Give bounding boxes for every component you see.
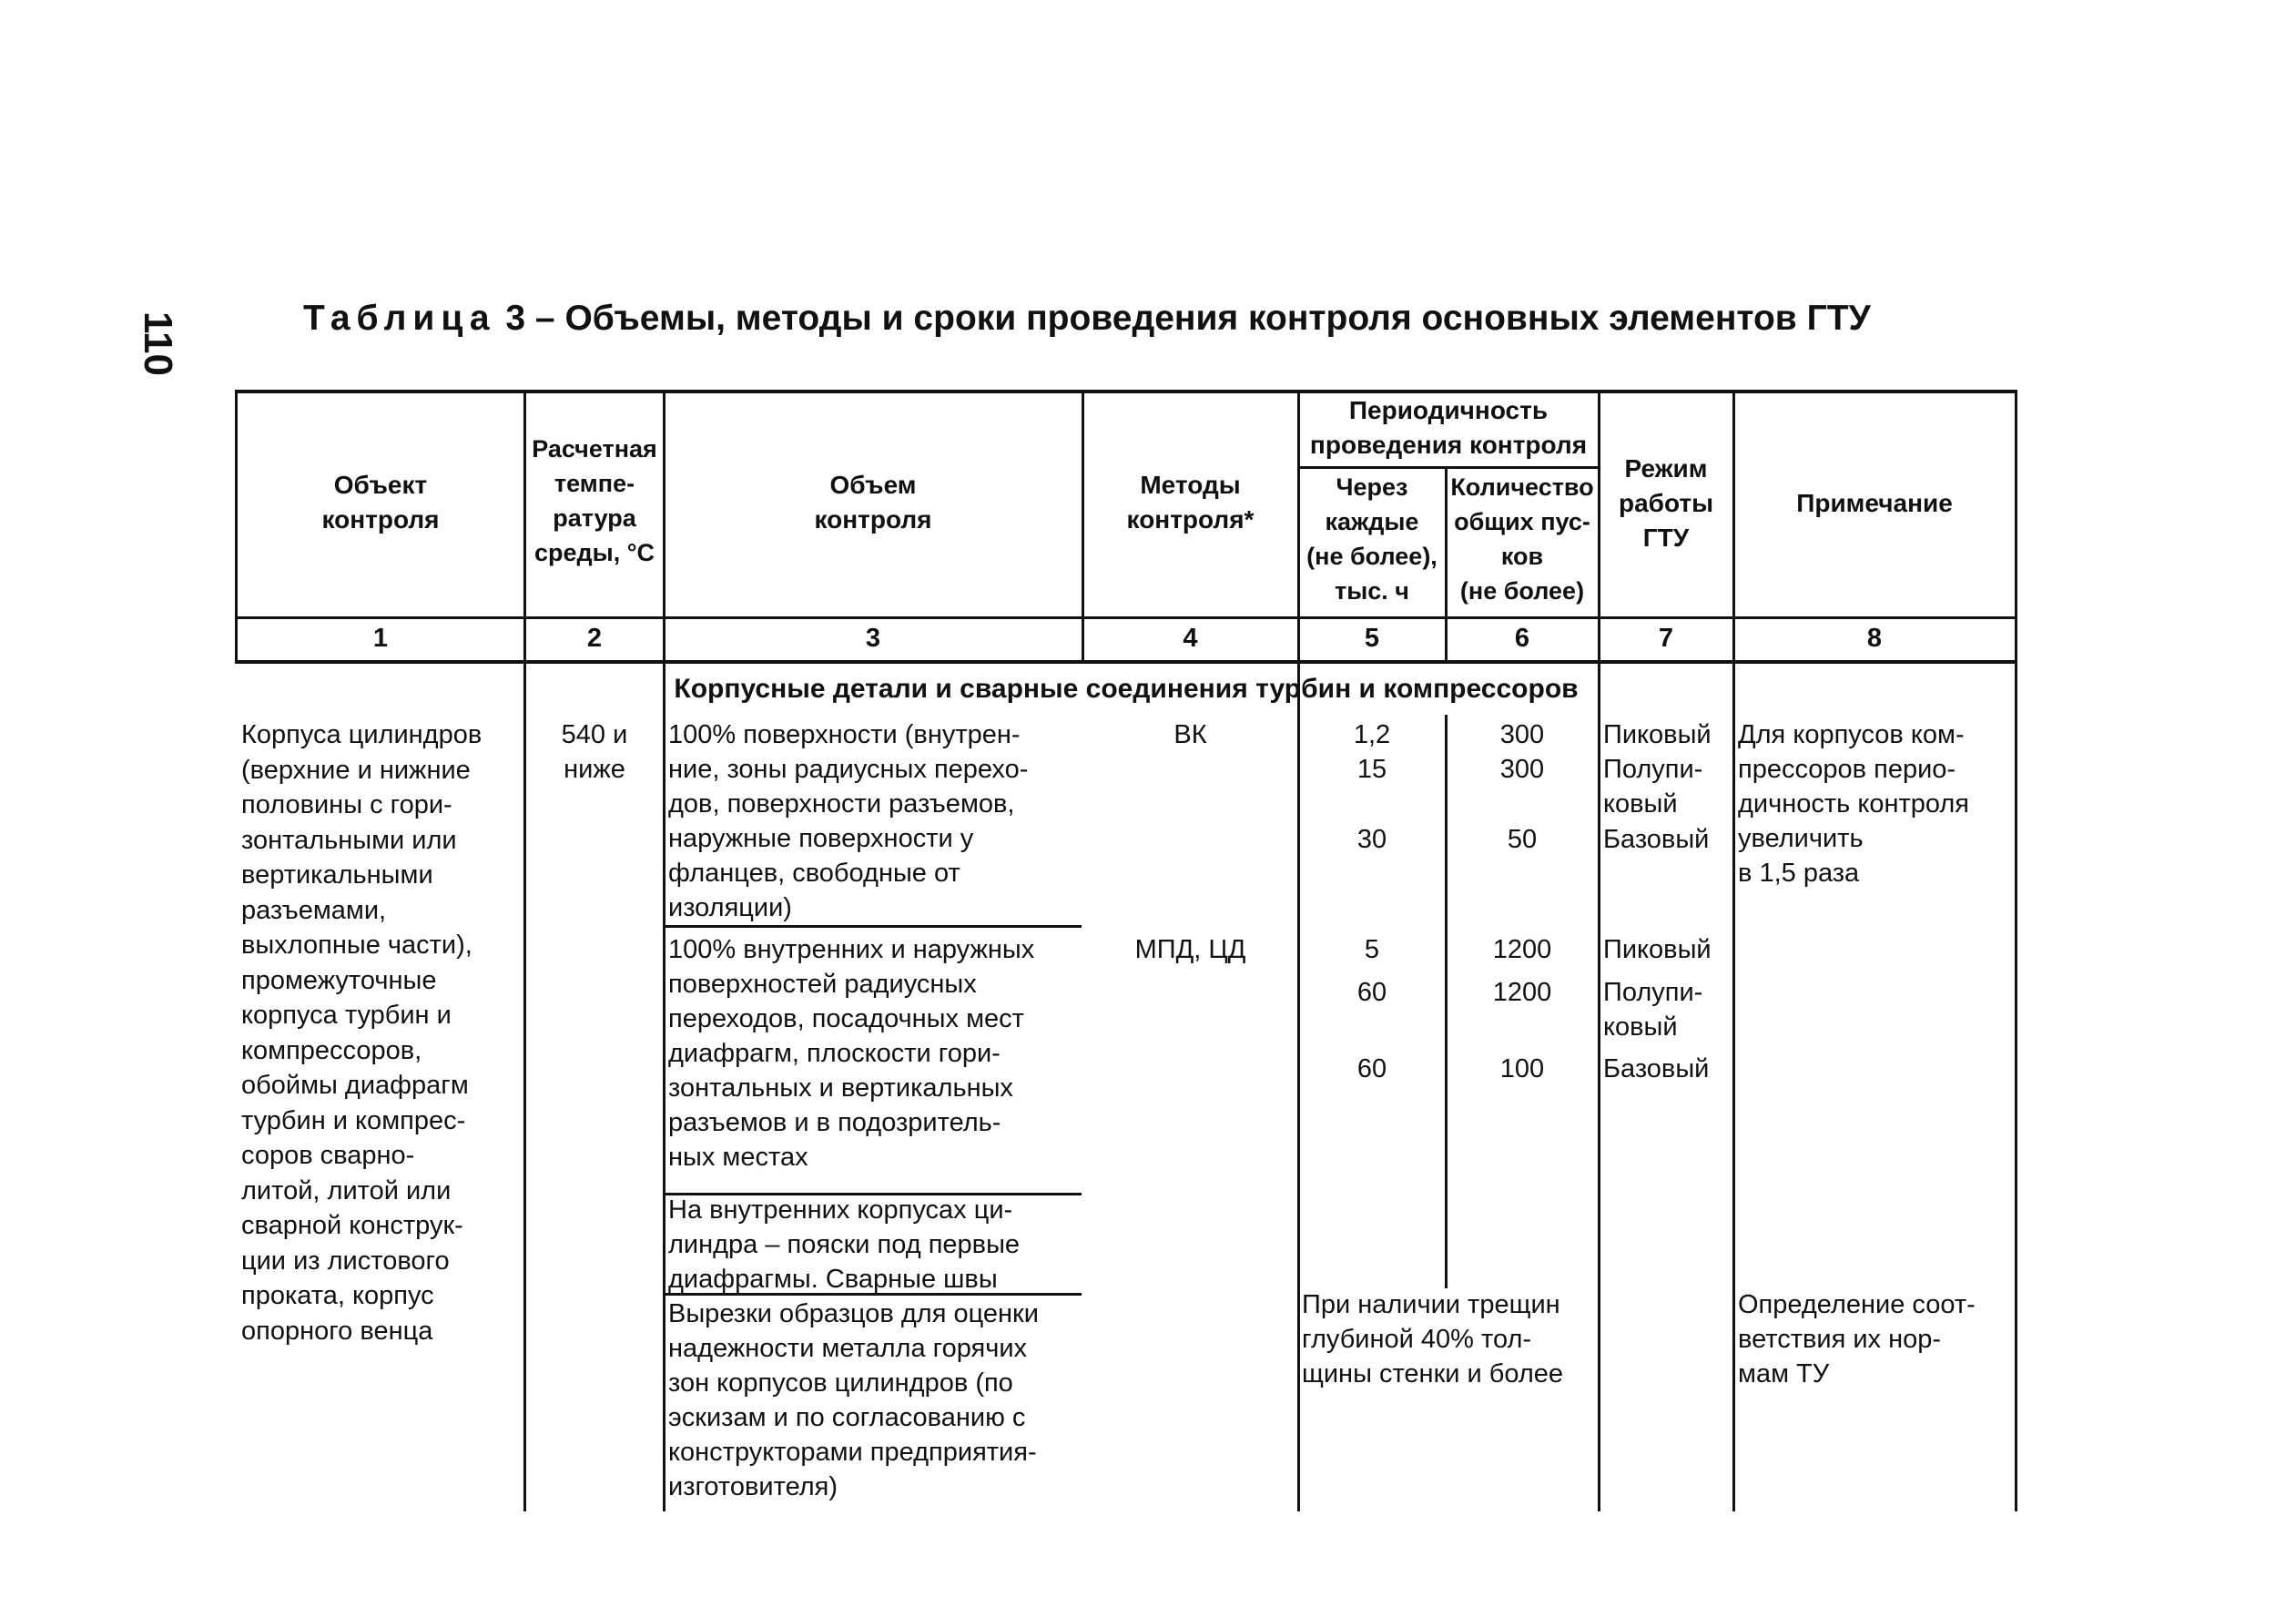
- header-note: Примечание: [1796, 489, 1953, 517]
- table-title-label: Таблица: [303, 299, 496, 338]
- column-number-8: 8: [1866, 624, 1883, 653]
- block1-starts-base: 50: [1507, 825, 1538, 854]
- block2-starts-peak: 1200: [1492, 935, 1552, 964]
- block1-hours-base: 30: [1356, 825, 1387, 854]
- block2-method: МПД, ЦД: [1134, 935, 1246, 964]
- header-object: Объект контроля: [321, 471, 440, 534]
- block2-hours-base: 60: [1356, 1054, 1387, 1083]
- block2-starts-semipeak: 1200: [1492, 978, 1552, 1007]
- page-number: 110: [136, 311, 180, 376]
- block2-hours-peak: 5: [1364, 935, 1380, 964]
- table-top-border: [235, 390, 2017, 393]
- column-number-6: 6: [1514, 624, 1530, 653]
- vline-7-8: [1732, 390, 1735, 1511]
- column-number-4: 4: [1183, 624, 1198, 653]
- block1-starts-peak: 300: [1499, 720, 1545, 749]
- block1-mode-peak: Пиковый: [1603, 720, 1712, 749]
- block2-hours-semipeak: 60: [1356, 978, 1387, 1007]
- header-starts: Количество общих пус- ков (не более): [1450, 473, 1594, 605]
- block3-volume: На внутренних корпусах ци- линдра – пояски под первые диафрагмы. Сварные швы: [668, 1195, 1021, 1294]
- column-number-1: 1: [372, 624, 389, 653]
- block4-volume: Вырезки образцов для оценки надежности металла горячих зон корпусов цилиндров (по эскизам и по согласованию с конструкторами предприятия- изготовителя): [668, 1299, 1039, 1501]
- block2-mode-base: Базовый: [1603, 1054, 1710, 1083]
- control-object-text: Корпуса цилиндров (верхние и нижние половины с гори- зонтальными или вертикальными разъемами, выхлопные части), промежуточные корпуса турбин и компрессоров, обоймы диафрагм турбин и компрес- соров сварно- литой, литой или сварной конструк- ции из листового проката, корпус опорного венца: [241, 720, 483, 1346]
- column-number-7: 7: [1658, 624, 1674, 653]
- block1-volume: 100% поверхности (внутрен- ние, зоны радиусных перехо- дов, поверхности разъемов, наружные поверхности у фланцев, свободные от изоляции): [668, 720, 1029, 922]
- header-mode: Режим работы ГТУ: [1618, 454, 1713, 552]
- vline-2-3: [663, 390, 665, 1511]
- table-title: [303, 299, 1871, 339]
- header-hours: Через каждые (не более), тыс. ч: [1306, 473, 1438, 605]
- block2-mode-peak: Пиковый: [1603, 935, 1712, 964]
- header-bottom-line: [235, 616, 2017, 619]
- vline-left: [235, 390, 238, 662]
- block4-note: Определение соот- ветствия их нор- мам ТУ: [1738, 1290, 1976, 1388]
- temperature-value: 540 и ниже: [561, 720, 628, 784]
- header-temperature: Расчетная темпе- ратура среды, °С: [532, 435, 657, 566]
- block2-starts-base: 100: [1499, 1054, 1545, 1083]
- block2-volume: 100% внутренних и наружных поверхностей радиусных переходов, посадочных мест диафрагм, плоскости гори- зонтальных и вертикальных разъемов и в подозритель- ных местах: [668, 935, 1035, 1172]
- header-volume: Объем контроля: [814, 471, 932, 534]
- block1-mode-base: Базовый: [1603, 825, 1710, 854]
- block1-mode-semipeak: Полупи- ковый: [1603, 755, 1703, 819]
- block1-hours-peak: 1,2: [1353, 720, 1391, 749]
- header-methods: Методы контроля*: [1126, 471, 1255, 534]
- column-number-5: 5: [1364, 624, 1380, 653]
- block1-method: ВК: [1173, 720, 1207, 749]
- numbers-bottom-line: [235, 660, 2017, 664]
- block4-period-condition: При наличии трещин глубиной 40% тол- щины стенки и более: [1302, 1290, 1564, 1388]
- block1-starts-semipeak: 300: [1499, 755, 1545, 784]
- period-subheader-line: [1297, 466, 1598, 469]
- block2-separator-col3: [665, 925, 1082, 928]
- vline-right: [2015, 390, 2017, 1511]
- table-title-text: 3 – Объемы, методы и сроки проведения контроля основных элементов ГТУ: [505, 299, 1871, 338]
- column-number-3: 3: [865, 624, 881, 653]
- block1-hours-semipeak: 15: [1356, 755, 1387, 784]
- header-periodicity: Периодичность проведения контроля: [1309, 396, 1588, 459]
- column-number-2: 2: [586, 624, 603, 653]
- block2-mode-semipeak: Полупи- ковый: [1603, 978, 1703, 1042]
- block1-note: Для корпусов ком- прессоров перио- дичность контроля увеличить в 1,5 раза: [1738, 720, 1970, 888]
- section-title: Корпусные детали и сварные соединения турбин и компрессоров: [674, 674, 1579, 704]
